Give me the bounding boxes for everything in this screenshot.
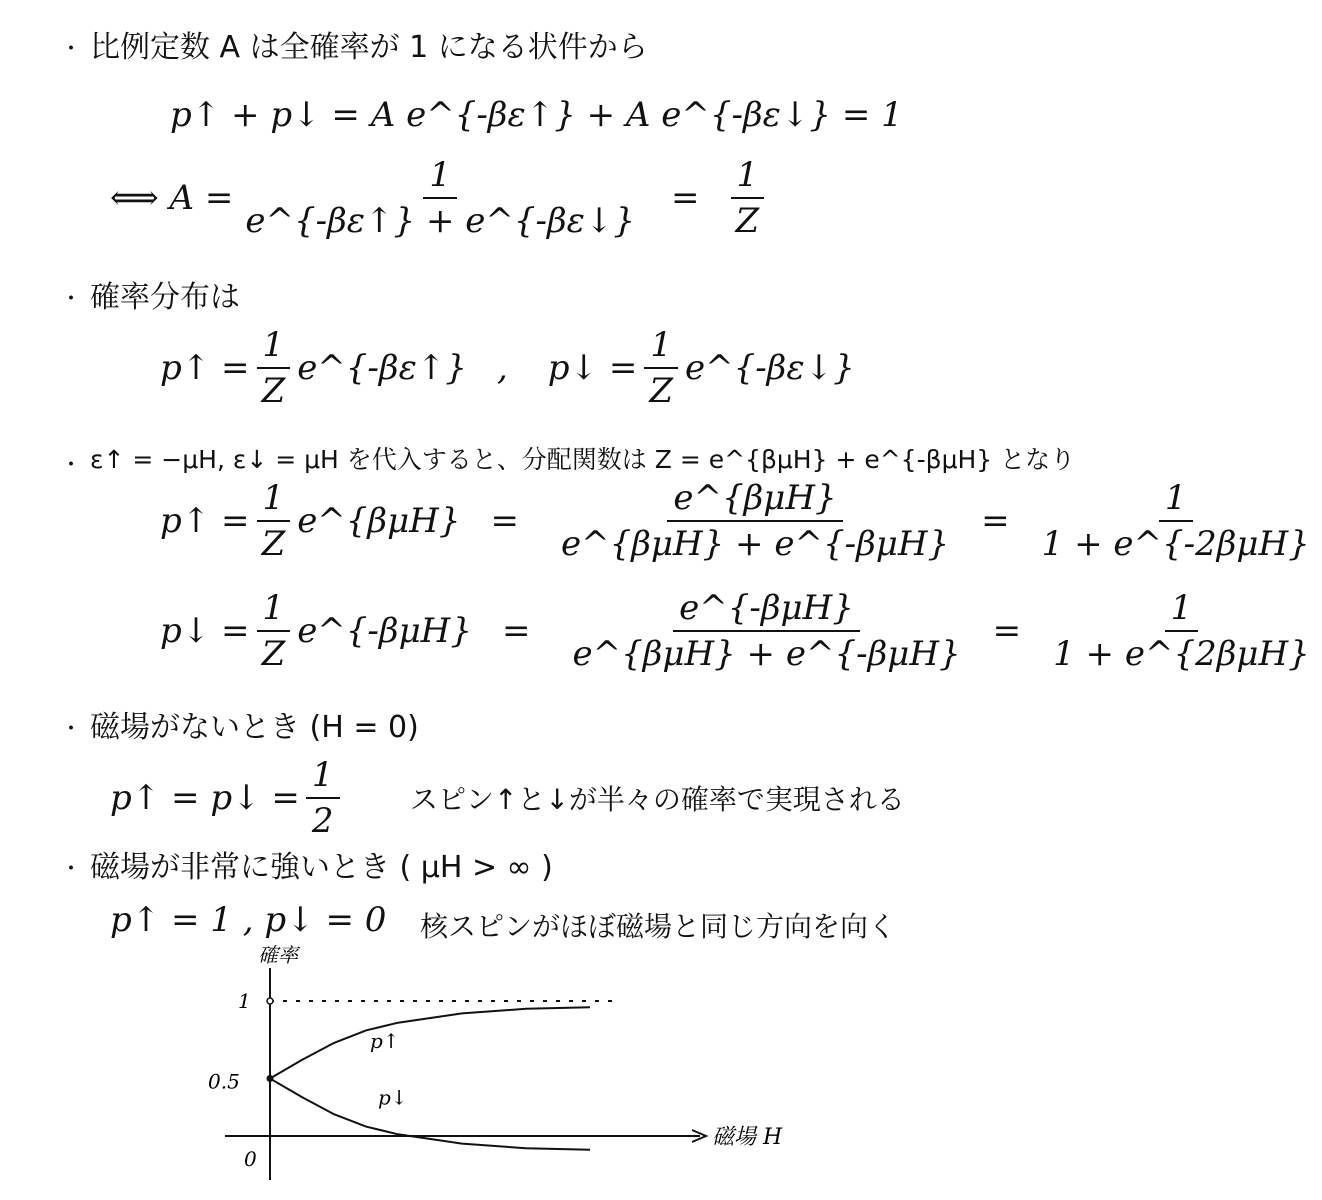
equals-sign: = [981,501,1010,541]
equation-zero-field [110,755,346,841]
equals-sign: = [992,611,1022,651]
fraction-numerator: e^{βμH} [667,478,842,522]
fraction [643,325,679,411]
bullet-dot: ・ [60,287,83,312]
fraction-denominator: Z [261,371,286,411]
tick-label-0: 0 [244,1147,257,1171]
fraction-denominator: e^{βμH} + e^{-βμH} [572,634,961,674]
note-line-3: ε↑ = −μH, ε↓ = μH を代入すると、分配関数は Z = e^{βμH} + e^{-βμH} となり [90,445,1076,474]
y-axis-label: 確率 [258,943,298,967]
equation-probability-distribution [160,325,855,411]
series-line-p-down [270,1079,590,1150]
equation-p-up [160,478,1322,564]
fraction-numerator: 1 [257,588,291,632]
equation-normalization: p↑ + p↓ = A e^{-βε↑} + A e^{-βε↓} = 1 [170,95,903,135]
exponential-term: e^{-βε↓} [684,348,855,388]
fraction-numerator: 1 [1165,588,1199,632]
equation-p-down [160,588,1322,674]
fraction-numerator: 1 [731,155,765,199]
fraction-denominator: e^{βμH} + e^{-βμH} [560,524,950,564]
bullet-dot: ・ [60,857,83,882]
bullet-dot: ・ [60,37,83,62]
tick-label-1: 1 [238,989,251,1013]
fraction [256,478,292,564]
bullet-dot: ・ [60,717,83,742]
equals-sign: = [671,178,700,218]
asymptote-point [267,998,273,1004]
fraction [730,155,766,241]
eq-lhs: p↓ = [160,611,250,651]
equals-sign: = [490,501,519,541]
eq-lhs: p↑ = [160,348,250,388]
fraction-denominator: e^{-βε↑} + e^{-βε↓} [245,201,636,241]
fraction-numerator: 1 [306,755,340,799]
probability-vs-field-graph [200,940,783,1190]
note-strong-field-comment: 核スピンがほぼ磁場と同じ方向を向く [420,910,897,943]
bullet-dot: ・ [60,453,83,478]
fraction [555,478,955,564]
eq-lhs: p↑ = [160,501,250,541]
exponential-term: e^{-βμH} [297,611,472,651]
series-label-p-down: p↓ [378,1085,408,1110]
equation-a-solution [110,155,771,241]
fraction [566,588,966,674]
fraction [306,755,340,841]
fraction-numerator: 1 [257,478,291,522]
fraction-denominator: Z [261,634,286,674]
fraction-denominator: Z [735,201,760,241]
fraction-denominator: Z [649,371,673,411]
fraction-denominator: 1 + e^{2βμH} [1053,634,1310,674]
fraction [239,155,641,241]
fraction [256,325,292,411]
fraction-numerator: 1 [423,155,457,199]
fraction-numerator: 1 [644,325,678,369]
fraction-numerator: e^{-βμH} [673,588,860,632]
exponential-term: e^{βμH} [297,501,461,541]
fraction [1047,588,1316,674]
eq-lhs: p↓ = [547,348,638,388]
fraction-numerator: 1 [1159,478,1193,522]
x-axis-label: 磁場 H [712,1125,783,1150]
note-line-2: 確率分布は [90,280,240,315]
eq-lhs: p↑ = p↓ = [110,778,300,818]
comma: , [496,348,508,388]
note-line-4: 磁場がないとき (H = 0) [90,710,419,745]
note-zero-field-comment: スピン↑と↓が半々の確率で実現される [410,783,905,816]
fraction [256,588,292,674]
equals-sign: = [501,611,531,651]
fraction-numerator: 1 [257,325,291,369]
note-line-1: 比例定数 A は全確率が 1 になる状件から [90,30,648,65]
series-label-p-up: p↑ [370,1029,400,1053]
series-line-p-up [270,1007,590,1078]
eq-lhs: ⟺ A = [110,178,234,218]
fraction [1036,478,1316,564]
note-line-5: 磁場が非常に強いとき ( μH > ∞ ) [90,850,553,885]
tick-label-0-5: 0.5 [208,1069,240,1094]
fraction-denominator: 2 [311,801,334,841]
fraction-denominator: 1 + e^{-2βμH} [1041,524,1310,564]
exponential-term: e^{-βε↑} [297,348,467,388]
equation-strong-field: p↑ = 1 , p↓ = 0 [110,900,387,940]
fraction-denominator: Z [261,524,286,564]
